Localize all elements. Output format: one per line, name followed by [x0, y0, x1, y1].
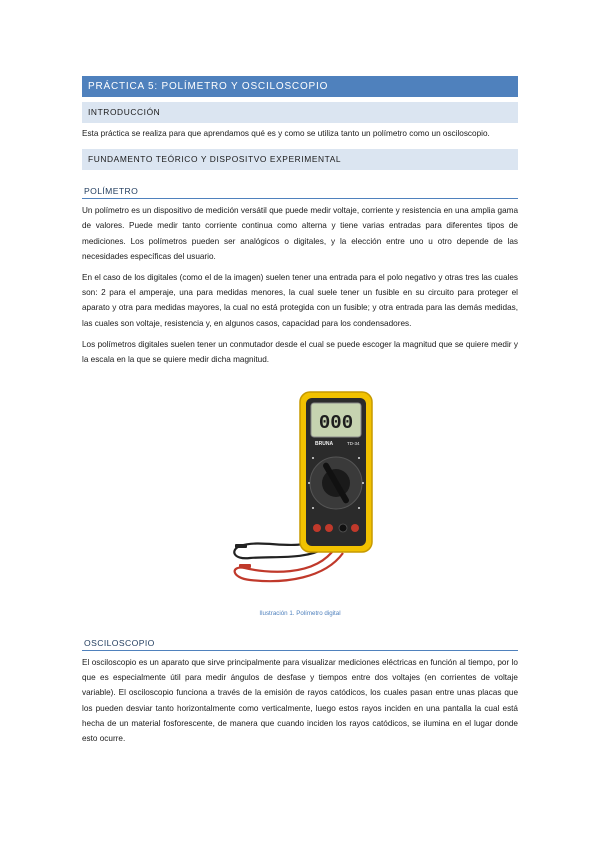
multimeter-display: 000 — [318, 412, 354, 434]
osciloscopio-text: El osciloscopio es un aparato que sirve principalmente para visualizar mediciones eléctricas en función al tiempo, por lo que es especialmente útil para medir ángulos de desfase y tiempos entre dos voltajes (en corrientes de voltaje variable). El osciloscopio funciona a través de la emisión de rayos catódicos, los cuales pasan entre unas placas que los pueden desviar tanto horizontalmente como verticalmente, luego estos rayos inciden en una pantalla la cual está hecha de un material fosforescente, de manera que cuando inciden los rayos catódicos, se ilumina en el lugar donde esto ocurre. — [82, 658, 518, 744]
practice-title: PRÁCTICA 5: POLÍMETRO Y OSCILOSCOPIO — [82, 76, 518, 97]
theory-heading: FUNDAMENTO TEÓRICO Y DISPOSITVO EXPERIMENTAL — [82, 149, 518, 170]
multimeter-illustration — [225, 388, 375, 600]
polimetro-paragraph-2: En el caso de los digitales (como el de la imagen) suelen tener una entrada para el polo negativo y otras tres las cuales son: 2 para el amperaje, una para medidas menores, la cual suele tener un fusible en su circuito para proteger el aparato y otra para medidas mayores, la cual no está protegida con un fusible; y otra entrada para las demás medidas, las cuales son voltaje, resistencia y, en algunos casos, capacidad para los condensadores. — [82, 273, 518, 328]
polimetro-heading: POLÍMETRO — [82, 184, 518, 199]
multimeter-brand: BRUNA — [315, 441, 334, 447]
document-page — [82, 76, 518, 367]
introduction-text: Esta práctica se realiza para que aprendamos qué es y como se utiliza tanto un polímetro como un osciloscopio. — [82, 129, 490, 138]
figure-caption: Ilustración 1. Polímetro digital — [259, 610, 341, 617]
multimeter-model: TD-34 — [347, 441, 360, 446]
introduction-heading: INTRODUCCIÓN — [82, 102, 518, 123]
polimetro-paragraph-3: Los polímetros digitales suelen tener un conmutador desde el cual se puede escoger la magnitud que se quiere medir y la escala en la que se quiere medir dicha magnitud. — [82, 339, 518, 365]
polimetro-paragraph-1: Un polímetro es un dispositivo de medición versátil que puede medir voltaje, corriente y resistencia en una amplia gama de valores. Puede medir tanto corriente continua como alterna y tiene varias entradas para diferentes tipos de mediciones. Los polímetros pueden ser analógicos o digitales, y la elección entre uno u otro depende de las necesidades específicas del usuario. — [82, 206, 518, 261]
osciloscopio-heading: OSCILOSCOPIO — [82, 636, 518, 651]
osciloscopio-section — [82, 636, 518, 746]
